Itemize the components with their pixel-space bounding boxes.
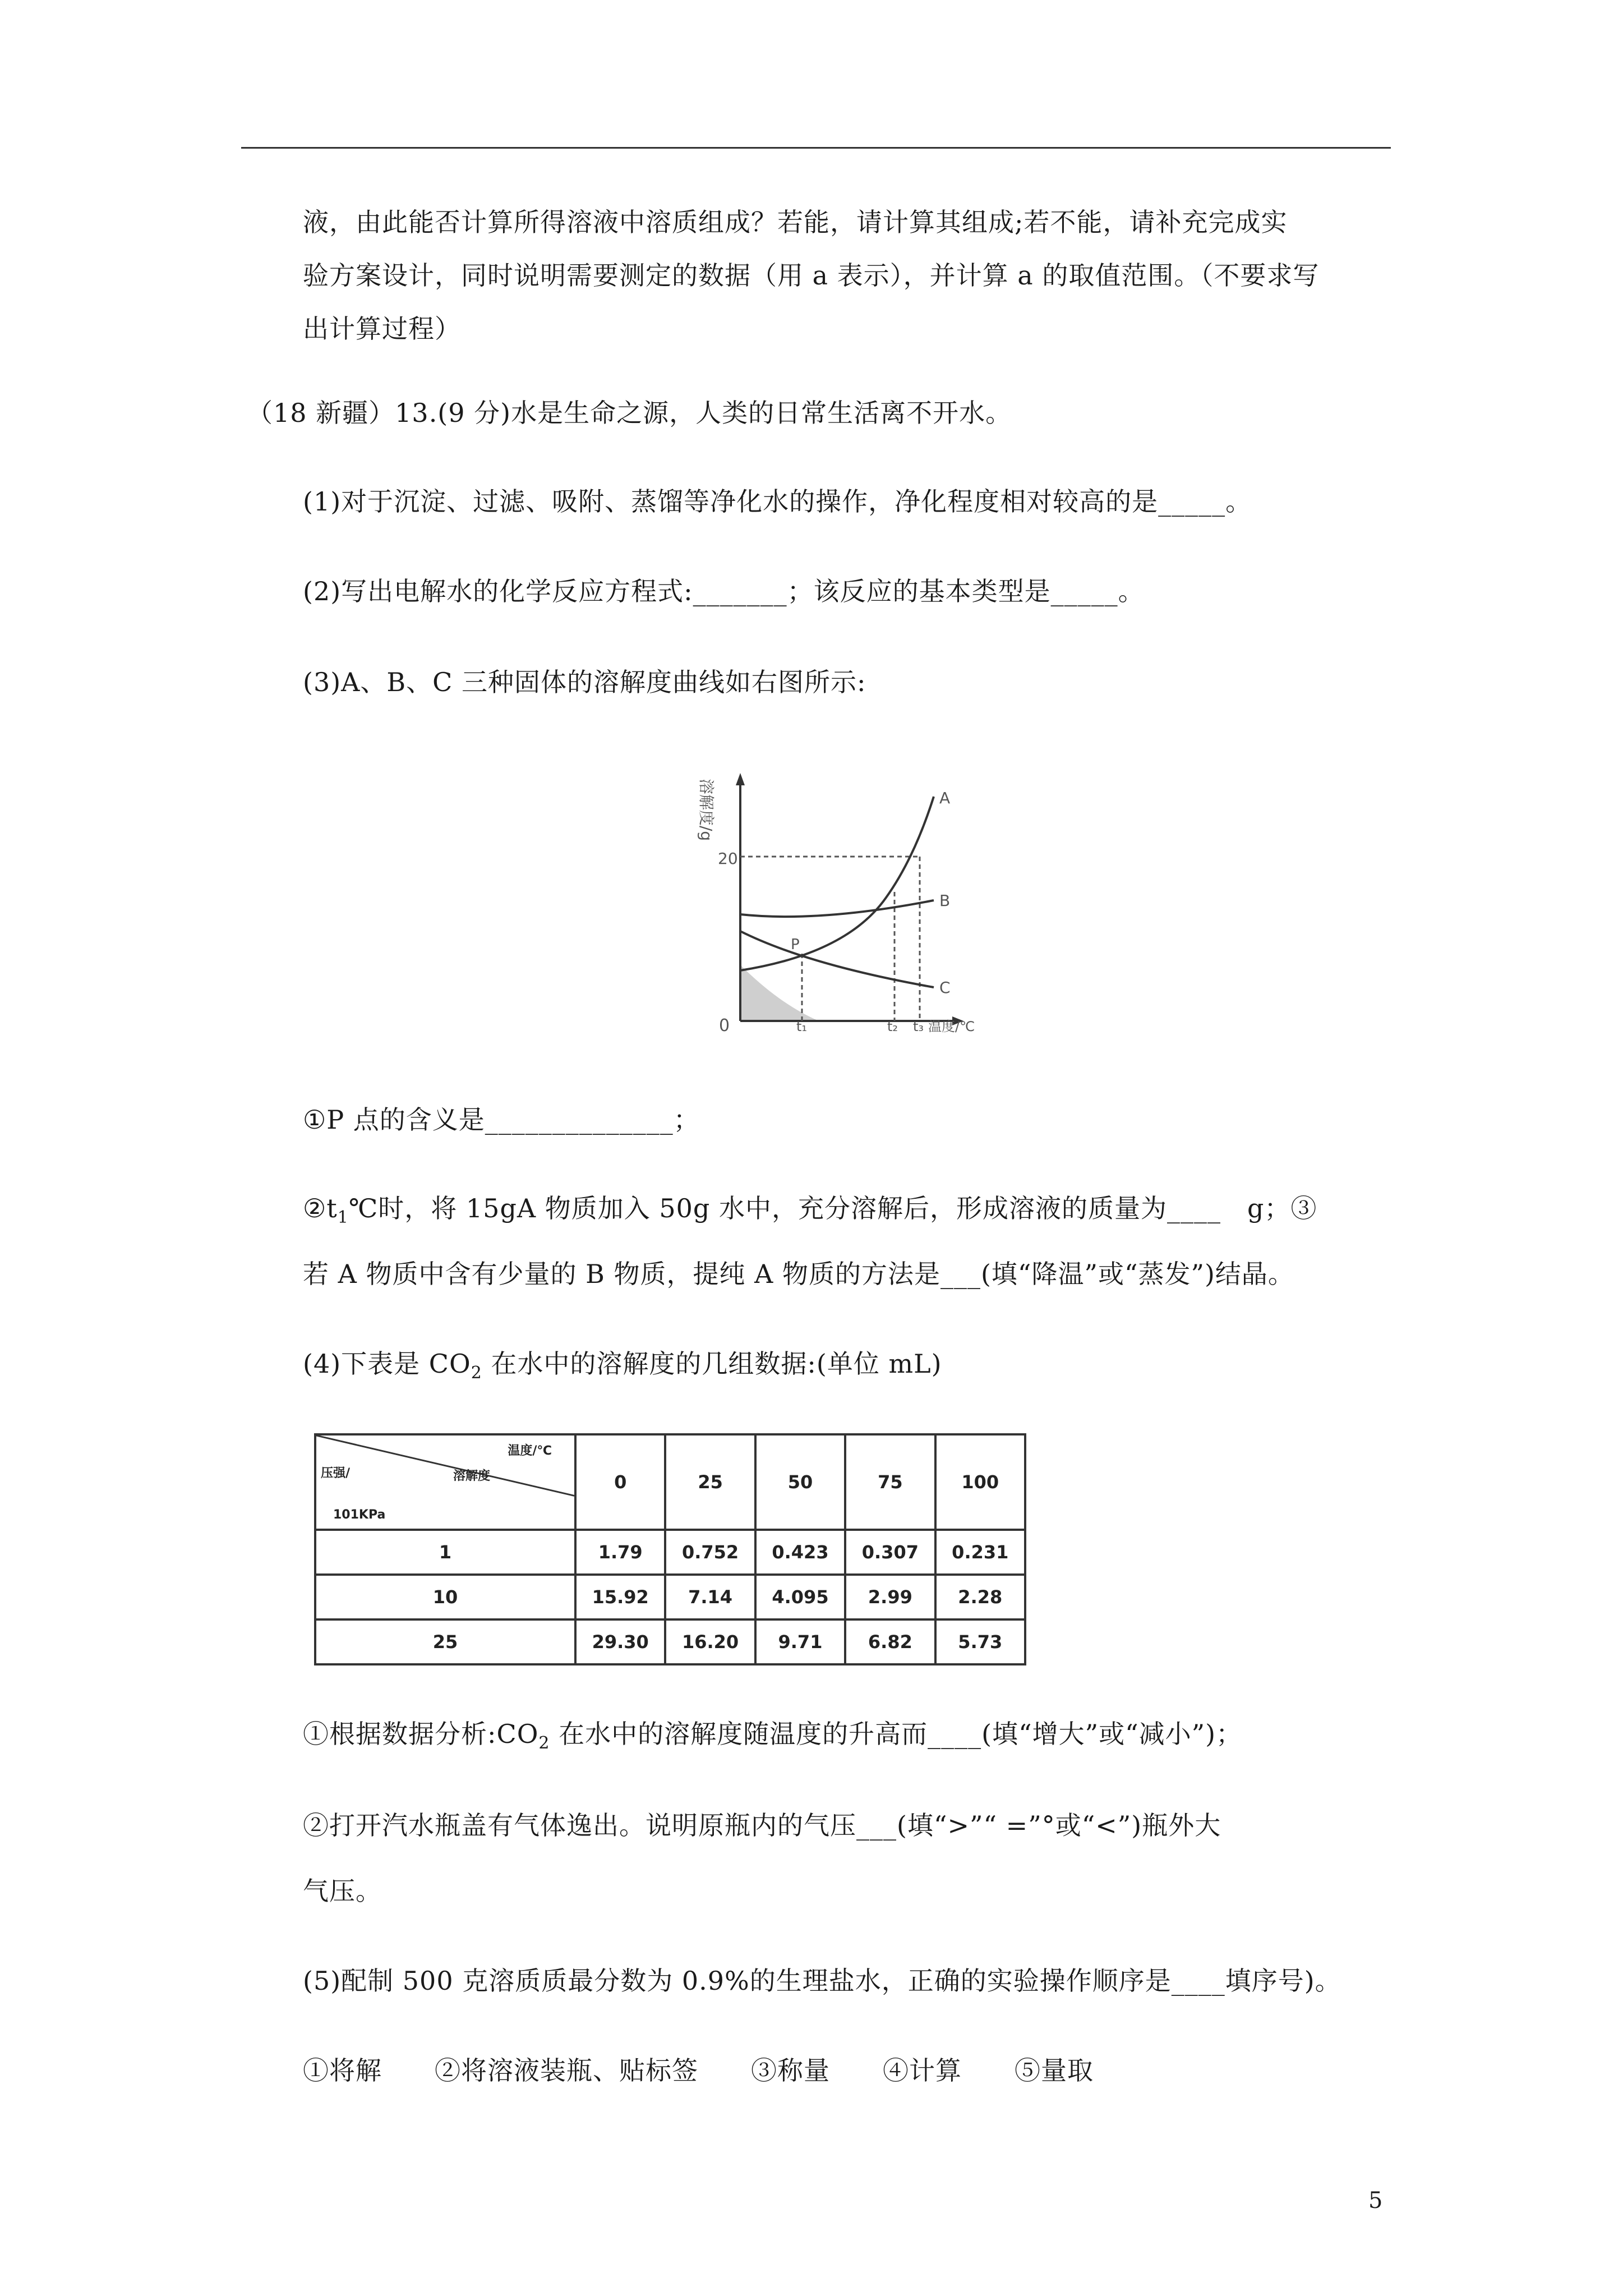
text-line-3: 出计算过程） [303, 314, 461, 344]
part-4 [303, 1343, 942, 1383]
sub-2-post: ℃时，将 15gA 物质加入 50g 水中，充分溶解后，形成溶液的质量为____ g；③ [348, 1193, 1317, 1223]
point-p-label: P [791, 936, 800, 953]
sub-1: ①P 点的含义是______________； [303, 1105, 700, 1135]
co2-solubility-table [314, 1433, 1026, 1663]
value-cell: 9.71 [755, 1619, 845, 1664]
table-row [315, 1619, 1025, 1664]
curve-a-label: A [939, 789, 951, 807]
value-cell: 0.423 [755, 1530, 845, 1575]
sub-2-subscript: 1 [337, 1208, 349, 1227]
text-line-1: 液，由此能否计算所得溶液中溶质组成？若能，请计算其组成;若不能，请补充完成实 [303, 207, 1288, 237]
value-cell: 5.73 [935, 1619, 1025, 1664]
y-tick-20: 20 [718, 849, 738, 868]
sub-2-cont: 若 A 物质中含有少量的 B 物质，提纯 A 物质的方法是___(填“降温”或“蒸发”)结晶。 [303, 1259, 1294, 1289]
text-line-2: 验方案设计，同时说明需要测定的数据（用 a 表示），并计算 a 的取值范围。（不要求写 [303, 260, 1320, 291]
part-4-post: 在水中的溶解度的几组数据:(单位 mL) [482, 1349, 942, 1379]
value-cell: 7.14 [665, 1575, 755, 1619]
sub-2 [303, 1188, 1317, 1227]
answer-1-pre: ①根据数据分析:CO [303, 1719, 539, 1749]
x-axis-label: 温度/℃ [928, 1019, 975, 1034]
part-3: (3)A、B、C 三种固体的溶解度曲线如右图所示: [303, 667, 866, 697]
page-number: 5 [1368, 2188, 1383, 2214]
pressure-cell: 1 [315, 1530, 575, 1575]
pressure-cell: 10 [315, 1575, 575, 1619]
part-2: (2)写出电解水的化学反应方程式:_______；该反应的基本类型是_____。 [303, 576, 1145, 606]
solubility-chart-svg [697, 763, 975, 1036]
temp-header: 25 [665, 1434, 755, 1530]
pressure-cell: 25 [315, 1619, 575, 1664]
temp-header: 50 [755, 1434, 845, 1530]
value-cell: 4.095 [755, 1575, 845, 1619]
corner-solubility-label: 溶解度 [453, 1469, 490, 1483]
value-cell: 29.30 [575, 1619, 665, 1664]
answer-2: ②打开汽水瓶盖有气体逸出。说明原瓶内的气压___(填“>”“ =”°或“<”)瓶外大 [303, 1810, 1221, 1841]
question-13-heading: （18 新疆）13.(9 分)水是生命之源，人类的日常生活离不开水。 [247, 398, 1012, 428]
answer-1-subscript: 2 [538, 1733, 550, 1753]
answer-1-post: 在水中的溶解度随温度的升高而____(填“增大”或“减小”)； [550, 1719, 1243, 1749]
y-axis-label: 溶解度/g [697, 779, 716, 841]
value-cell: 0.307 [845, 1530, 935, 1575]
value-cell: 2.99 [845, 1575, 935, 1619]
curve-b-label: B [939, 891, 951, 910]
part-1: (1)对于沉淀、过滤、吸附、蒸馏等净化水的操作，净化程度相对较高的是_____。 [303, 486, 1252, 517]
table-row [315, 1530, 1025, 1575]
table-row [315, 1575, 1025, 1619]
answer-2-cont: 气压。 [303, 1876, 382, 1906]
corner-pressure-label: 压强/ [321, 1466, 351, 1480]
value-cell: 2.28 [935, 1575, 1025, 1619]
value-cell: 0.231 [935, 1530, 1025, 1575]
value-cell: 15.92 [575, 1575, 665, 1619]
value-cell: 1.79 [575, 1530, 665, 1575]
corner-pressure-unit: 101KPa [333, 1508, 386, 1522]
temp-header: 75 [845, 1434, 935, 1530]
origin-label: 0 [719, 1016, 730, 1036]
corner-temp-label: 温度/℃ [508, 1444, 552, 1458]
table-corner [315, 1434, 575, 1530]
x-tick-t2: t₂ [887, 1019, 898, 1034]
value-cell: 16.20 [665, 1619, 755, 1664]
answer-1 [303, 1714, 1242, 1753]
value-cell: 6.82 [845, 1619, 935, 1664]
solubility-chart [697, 763, 975, 1036]
part-5: (5)配制 500 克溶质质最分数为 0.9%的生理盐水，正确的实验操作顺序是____填序号)。 [303, 1966, 1341, 1996]
temp-header: 100 [935, 1434, 1025, 1530]
x-tick-t3: t₃ [913, 1019, 924, 1034]
header-rule [241, 147, 1391, 149]
value-cell: 0.752 [665, 1530, 755, 1575]
options-line: ①将解 ②将溶液装瓶、贴标签 ③称量 ④计算 ⑤量取 [303, 2055, 1094, 2086]
part-4-subscript: 2 [471, 1363, 482, 1383]
x-tick-t1: t₁ [796, 1019, 808, 1034]
sub-2-pre: ②t [303, 1193, 338, 1223]
part-4-pre: (4)下表是 CO [303, 1349, 471, 1379]
temp-header: 0 [575, 1434, 665, 1530]
curve-c-label: C [939, 978, 951, 997]
